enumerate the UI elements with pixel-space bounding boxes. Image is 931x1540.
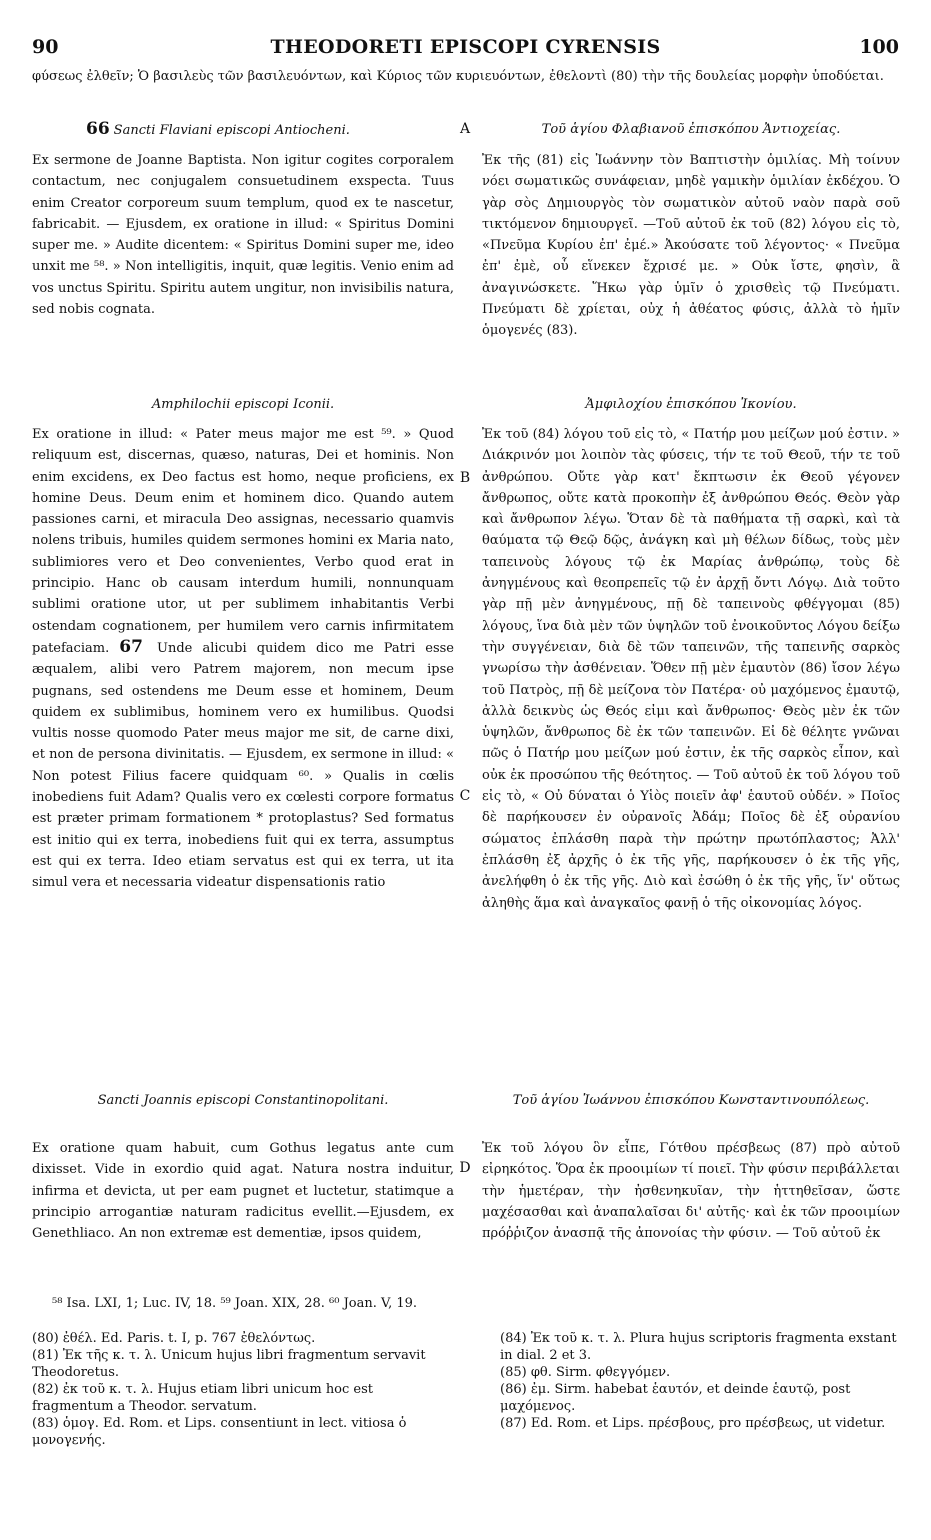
- critical-note: (85) φθ. Sirm. φθεγγόμεν.: [500, 1365, 671, 1380]
- greek-text-chrysostom: Ἐκ τοῦ λόγου ὃν εἶπε, Γότθου πρέσβεως (87) πρὸ αὐτοῦ εἰρηκότος. Ὅρα ἐκ προοιμίων τί ποιεῖ. Τὴν φύσιν περιβάλλεται τὴν ἡμετέραν, τὴν ἠσθενηκυῖαν, τὴν ἡττηθεῖσαν, ὥστε μαχέσασθαι καὶ ἀναπαλαῖσαι δι' αὐτῆς· καὶ ἐκ τῶν προοιμίων πρόῤῥιζον ἀνασπᾷ τῆς ἀπονοίας τὴν φύσιν. — Τοῦ αὐτοῦ ἐκ: [482, 1141, 900, 1242]
- critical-note: (83) ὁμογ. Ed. Rom. et Lips. consentiunt in lect. vitiosa ὁ μονογενής.: [32, 1416, 407, 1448]
- column-number-67: 67: [119, 636, 143, 657]
- greek-text-amphilochius: Ἐκ τοῦ (84) λόγου τοῦ εἰς τὸ, « Πατήρ μου μείζων μού ἐστιν. » Διάκρινόν μοι λοιπὸν τὰς φύσεις, τήν τε τοῦ Θεοῦ, τήν τε τοῦ ἀνθρώπου. Οὔτε γὰρ κατ' ἔκπτωσιν ἐκ Θεοῦ γέγονεν ἄνθρωπος, οὔτε κατὰ προκοπὴν ἐξ ἀνθρώπου Θεός. Θεὸν γὰρ καὶ ἄνθρωπον λέγω. Ὅταν δὲ τὰ παθήματα τῇ σαρκὶ, καὶ τὰ θαύματα τῷ Θεῷ δῷς, ἀνάγκη καὶ μὴ θέλων δίδως, τοὺς μὲν ταπεινοὺς λόγους τῷ ἐκ Μαρίας ἀνθρώπῳ, τοὺς δὲ ἀνηγμένους καὶ θεοπρεπεῖς τῷ ἐν ἀρχῇ ὄντι Λόγῳ. Διὰ τοῦτο γὰρ πῇ μὲν ἀνηγμένους, πῇ δὲ ταπεινοὺς φθέγγομαι (85) λόγους, ἵνα διὰ μὲν τῶν ὑψηλῶν τοῦ ἐνοικοῦντος Λόγου δείξω τὴν συγγένειαν, διὰ δὲ τῶν ταπεινῶν, τῆς ταπεινῆς σαρκὸς γνωρίσω τὴν ἀσθένειαν. Ὅθεν πῇ μὲν ἐμαυτὸν (86) ἴσον λέγω τοῦ Πατρὸς, πῇ δὲ μείζονα τὸν Πατέρα· οὐ μαχόμενος ἐμαυτῷ, ἀλλὰ δεικνὺς ὡς Θεός εἰμι καὶ ἄνθρωπος· Θεὸς μὲν ἐκ τῶν ὑψηλῶν, ἄνθρωπος δὲ ἐκ τῶν ταπεινῶν. Εἰ δὲ θέλητε γνῶναι πῶς ὁ Πατήρ μου μείζων μού ἐστιν, ἐκ τῆς σαρκὸς εἶπον, καὶ οὐκ ἐκ προσώπου τῆς θεότητος. — Τοῦ αὐτοῦ ἐκ τοῦ λόγου τοῦ εἰς τὸ, « Οὐ δύναται ὁ Υἱὸς ποιεῖν ἀφ' ἑαυτοῦ οὐδέν. » Ποῖος δὲ παρήκουσεν ἐν οὐρανοῖς Ἀδάμ; Ποῖος δὲ ἐξ οὐρανίου σώματος ἐπλάσθη παρὰ τὴν πρώτην πρωτόπλαστος; Ἀλλ' ἐπλάσθη ἐξ ἀρχῆς ὁ ἐκ τῆς γῆς, παρήκουσεν ὁ ἐκ τῆς γῆς, ἀνελήφθη ὁ ἐκ τῆς γῆς. Διὸ καὶ ἐσώθη ὁ ἐκ τῆς γῆς, ἵν' οὕτως ἀληθὴς ἅμα καὶ ἀναγκαῖος φανῇ ὁ τῆς οἰκονομίας λόγος.: [482, 427, 900, 911]
- section-title-chrysostom-greek: Τοῦ ἁγίου Ἰωάννου ἐπισκόπου Κωνσταντινουπόλεως.: [512, 1093, 870, 1108]
- section-title-flavianus-greek: Τοῦ ἁγίου Φλαβιανοῦ ἐπισκόπου Ἀντιοχείας.: [541, 122, 841, 137]
- critical-note: (81) Ἐκ τῆς κ. τ. λ. Unicum hujus libri fragmentum servavit Theodoretus.: [32, 1348, 426, 1380]
- continuation-text: φύσεως ἐλθεῖν; Ὁ βασιλεὺς τῶν βασιλευόντων, καὶ Κύριος τῶν κυριευόντων, ἐθελοντὶ (80) τὴν τῆς δουλείας μορφὴν ὑποδύεται.: [32, 69, 884, 84]
- critical-note: (84) Ἐκ τοῦ κ. τ. λ. Plura hujus scriptoris fragmenta exstant in dial. 2 et 3.: [500, 1331, 897, 1363]
- section-title-amphilochius-greek: Ἀμφιλοχίου ἐπισκόπου Ἰκονίου.: [585, 397, 797, 412]
- critical-note: (87) Ed. Rom. et Lips. πρέσβους, pro πρέσβεως, ut videtur.: [500, 1416, 886, 1431]
- running-header: [32, 36, 899, 60]
- margin-marker-c: C: [459, 788, 471, 804]
- scripture-footnotes: ⁵⁸ Isa. LXI, 1; Luc. IV, 18. ⁵⁹ Joan. XIX, 28. ⁶⁰ Joan. V, 19.: [52, 1296, 418, 1311]
- section-title-flavianus-latin: 66 Sancti Flaviani episcopi Antiocheni.: [86, 119, 350, 139]
- column-number: 66: [86, 119, 110, 139]
- critical-note: (80) ἐθέλ. Ed. Paris. t. I, p. 767 ἐθελόντως.: [32, 1331, 316, 1346]
- margin-marker-d: D: [459, 1160, 471, 1176]
- margin-marker-b: B: [459, 470, 471, 486]
- critical-notes-left: [32, 1330, 447, 1449]
- latin-text-flavianus: Ex sermone de Joanne Baptista. Non igitur cogites corporalem contactum, nec conjugalem consuetudinem exspecta. Tuus enim Creator corporeum suum templum, quod ex te nascetur, fabricabit. — Ejusdem, ex oratione in illud: « Spiritus Domini super me. » Audite dicentem: « Spiritus Domini super me, ideo unxit me ⁵⁸. » Non intelligitis, inquit, quæ legitis. Venio enim ad vos unctus Spiritu. Spiritu autem ungitur, non invisibilis natura, sed nobis cognata.: [32, 153, 454, 318]
- margin-marker-a: A: [459, 121, 471, 137]
- section-title-chrysostom-latin: Sancti Joannis episcopi Constantinopolitani.: [97, 1093, 389, 1108]
- section-title-amphilochius-latin: Amphilochii episcopi Iconii.: [151, 397, 335, 412]
- greek-text-flavianus: Ἐκ τῆς (81) εἰς Ἰωάννην τὸν Βαπτιστὴν ὁμιλίας. Μὴ τοίνυν νόει σωματικῶς συνάφειαν, μηδὲ γαμικὴν ὁμιλίαν ἐκδέχου. Ὁ γὰρ σὸς Δημιουργὸς τὸν σωματικὸν αὐτοῦ ναὸν παρὰ σοῦ τικτόμενον δημιουργεῖ. —Τοῦ αὐτοῦ ἐκ τοῦ (82) λόγου εἰς τὸ, «Πνεῦμα Κυρίου ἐπ' ἐμέ.» Ἀκούσατε τοῦ λέγοντος· « Πνεῦμα ἐπ' ἐμὲ, οὗ εἵνεκεν ἔχρισέ με. » Οὐκ ἴστε, φησὶν, ἃ ἀναγινώσκετε. Ἥκω γὰρ ὑμῖν ὁ χρισθεὶς τῷ Πνεύματι. Πνεύματι δὲ χρίεται, οὐχ ἡ ἀθέατος φύσις, ἀλλὰ τὸ ἡμῖν ὁμογενές (83).: [482, 153, 900, 339]
- critical-note: (86) ἐμ. Sirm. habebat ἑαυτόν, et deinde ἑαυτῷ, post μαχόμενος.: [500, 1382, 851, 1414]
- critical-notes-right: [500, 1330, 898, 1432]
- latin-text-amphilochius: Ex oratione in illud: « Pater meus major me est ⁵⁹. » Quod reliquum est, discernas, quæso, naturas, Dei et hominis. Non enim excidens, ex Deo factus est homo, neque proficiens, ex homine Deus. Deum enim et hominem dico. Quando autem passiones carni, et miracula Deo assignas, necessario quamvis nolens tribuis, humiles quidem sermones homini ex Maria nato, sublimiores vero et Deo convenientes, Verbo quod erat in principio. Hanc ob causam interdum humili, nonnunquam sublimi oratione utor, ut per sublimem inhabitantis Verbi ostendam cognationem, per humilem vero carnis infirmitatem patefaciam. 67 Unde alicubi quidem dico me Patri esse æqualem, alibi vero Patrem majorem, non mecum ipse pugnans, sed ostendens me Deum esse et hominem, Deum quidem ex sublimibus, hominem vero ex humilibus. Quodsi vultis nosse quomodo Pater meus major me sit, de carne dixi, et non de persona divinitatis. — Ejusdem, ex sermone in illud: « Non potest Filius facere quidquam ⁶⁰. » Qualis in cœlis inobediens fuit Adam? Qualis vero ex cœlesti corpore formatus est præter primam formationem * protoplastus? Sed formatus est initio qui ex terra, inobediens fuit qui ex terra, assumptus est qui ex terra. Ideo etiam servatus est qui ex terra, ut ita simul vera et necessaria videatur dispensationis ratio: [32, 427, 454, 891]
- page-number-right: 100: [859, 36, 899, 58]
- latin-text-chrysostom: Ex oratione quam habuit, cum Gothus legatus ante cum dixisset. Vide in exordio quid agat. Natura nostra induitur, infirma et devicta, ut per eam pugnet et luctetur, statimque a principio arrogantiæ naturam radicitus evellit.—Ejusdem, ex Genethliaco. An non extremæ est dementiæ, ipsos quidem,: [32, 1141, 454, 1242]
- page-title: THEODORETI EPISCOPI CYRENSIS: [270, 36, 661, 58]
- page-number-left: 90: [32, 36, 59, 58]
- critical-note: (82) ἐκ τοῦ κ. τ. λ. Hujus etiam libri unicum hoc est fragmentum a Theodor. servatum.: [32, 1382, 374, 1414]
